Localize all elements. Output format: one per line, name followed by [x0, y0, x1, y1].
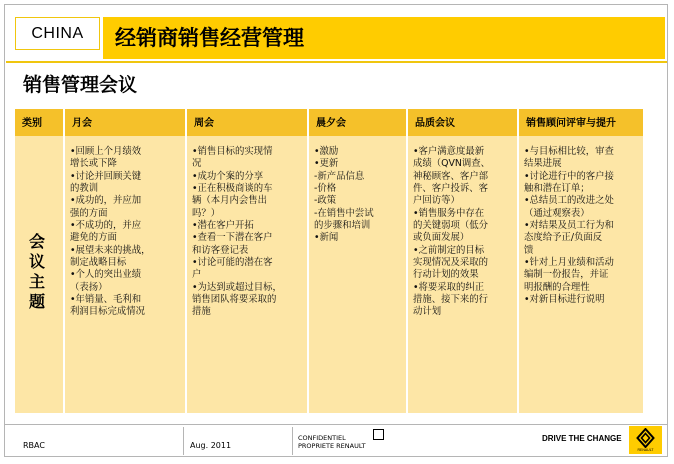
- confidential-checkbox: [373, 429, 384, 440]
- region-tag: CHINA: [15, 17, 100, 50]
- cell-line: •销售目标的实现情: [192, 146, 273, 157]
- cell-line: -新产品信息: [314, 170, 365, 182]
- cell-line: 成绩（QVN调查、: [413, 158, 491, 170]
- cell-line: 户回访等）: [413, 195, 460, 207]
- cell-line: 态度给予正/负面反: [524, 232, 603, 244]
- logo-text: RENAULT: [637, 448, 654, 452]
- footer-slogan: DRIVE THE CHANGE: [542, 434, 622, 443]
- cell-line: 和访客登记表: [192, 244, 249, 256]
- cell-line: •客户满意度最新: [413, 146, 485, 157]
- row-label-topics: [15, 136, 65, 413]
- cell-line: 的步骤和培训: [314, 220, 371, 232]
- cell-line: •年销量、毛利和: [70, 294, 142, 306]
- cell-line: 实现情况及采取的: [413, 257, 489, 269]
- header-review: 销售顾问评审与提升: [519, 109, 645, 136]
- cell-line: •之前制定的目标: [413, 244, 485, 256]
- cell-line: 馈: [524, 244, 534, 256]
- page-title: 经销商销售经营管理: [115, 26, 304, 50]
- cell-line: 措施、接下来的行: [413, 294, 489, 306]
- cell-line: -价格: [314, 183, 337, 195]
- footer-divider: [4, 424, 668, 425]
- cell-line: 况: [192, 158, 202, 170]
- cell-line: •展望未来的挑战，: [70, 244, 151, 256]
- cell-line: 或负面发展）: [413, 232, 470, 244]
- cell-line: 结果进展: [524, 158, 562, 170]
- header-daily: 晨夕会: [309, 109, 408, 136]
- cell-line: •讨论并回顾关键: [70, 170, 142, 182]
- cell-review: [519, 136, 645, 413]
- confidential-line1: CONFIDENTIEL: [298, 434, 346, 442]
- footer-date: Aug. 2011: [190, 441, 232, 450]
- cell-line: •查看一下潜在客户: [192, 232, 273, 244]
- cell-quality: [408, 136, 519, 413]
- header-monthly: 月会: [65, 109, 187, 136]
- renault-logo: [629, 426, 662, 454]
- cell-line: （通过观察表）: [524, 207, 590, 219]
- cell-line: 神秘顾客、客户部: [413, 170, 489, 182]
- cell-line: •新闻: [314, 232, 339, 244]
- cell-line: •潜在客户开拓: [192, 220, 254, 232]
- cell-line: •回顾上个月绩效: [70, 146, 142, 157]
- cell-line: •成功个案的分享: [192, 170, 264, 182]
- cell-weekly: [187, 136, 309, 413]
- cell-line: •为达到或超过目标，: [192, 281, 282, 293]
- footer-confidential: [298, 434, 366, 450]
- cell-monthly: [65, 136, 187, 413]
- cell-line: 避免的方面: [70, 232, 117, 244]
- cell-line: •对新目标进行说明: [524, 294, 605, 306]
- cell-line: 的关键弱项（低分: [413, 220, 489, 232]
- row-label-char: 题: [28, 292, 45, 311]
- header-quality: 品质会议: [408, 109, 519, 136]
- section-title: 销售管理会议: [23, 74, 138, 96]
- cell-line: 行动计划的效果: [413, 269, 479, 281]
- cell-daily: [309, 136, 408, 413]
- cell-line: 编制一份报告，并证: [524, 269, 609, 281]
- cell-line: •讨论进行中的客户接: [524, 170, 614, 182]
- cell-line: 措施: [192, 306, 211, 318]
- cell-line: -在销售中尝试: [314, 207, 374, 219]
- cell-line: •更新: [314, 158, 339, 170]
- cell-line: •针对上月业绩和活动: [524, 257, 614, 269]
- cell-line: 强的方面: [70, 207, 108, 219]
- renault-diamond-icon: [636, 428, 655, 448]
- row-label-char: 主: [28, 272, 45, 291]
- cell-line: 销售团队将要采取的: [192, 294, 277, 306]
- cell-line: 动计划: [413, 306, 442, 318]
- cell-line: 件、客户投诉、客: [413, 183, 489, 195]
- cell-line: 辆（本月内会售出: [192, 195, 268, 207]
- row-label-char: 会: [28, 232, 45, 251]
- cell-line: -政策: [314, 195, 337, 207]
- confidential-line2: PROPRIETE RENAULT: [298, 442, 366, 450]
- footer-separator: [292, 427, 293, 455]
- cell-line: 吗？）: [192, 207, 221, 219]
- cell-line: 利润目标完成情况: [70, 306, 146, 318]
- row-label-char: 议: [28, 252, 45, 271]
- cell-line: 触和潜在订单；: [524, 183, 590, 195]
- header-category: 类别: [15, 109, 65, 136]
- cell-line: •个人的突出业绩: [70, 269, 142, 281]
- cell-line: 明报酬的合理性: [524, 281, 590, 293]
- cell-line: •销售服务中存在: [413, 207, 485, 219]
- cell-line: •不成功的，并应: [70, 220, 142, 232]
- cell-line: •对结果及员工行为和: [524, 220, 614, 232]
- cell-line: 户: [192, 269, 202, 281]
- cell-line: 制定战略目标: [70, 257, 127, 269]
- cell-line: •激励: [314, 146, 339, 157]
- cell-line: •讨论可能的潜在客: [192, 257, 273, 269]
- header-weekly: 周会: [187, 109, 309, 136]
- footer-separator: [183, 427, 184, 455]
- footer-org: RBAC: [23, 441, 45, 450]
- cell-line: 的教训: [70, 183, 99, 195]
- cell-line: 增长或下降: [70, 158, 117, 170]
- cell-line: •将要采取的纠正: [413, 281, 485, 293]
- cell-line: •总结员工的改进之处: [524, 195, 614, 207]
- cell-line: •正在积极商谈的车: [192, 183, 273, 195]
- cell-line: •成功的，并应加: [70, 195, 142, 207]
- cell-line: •与目标相比较，审查: [524, 146, 614, 157]
- cell-line: （表扬）: [70, 281, 108, 293]
